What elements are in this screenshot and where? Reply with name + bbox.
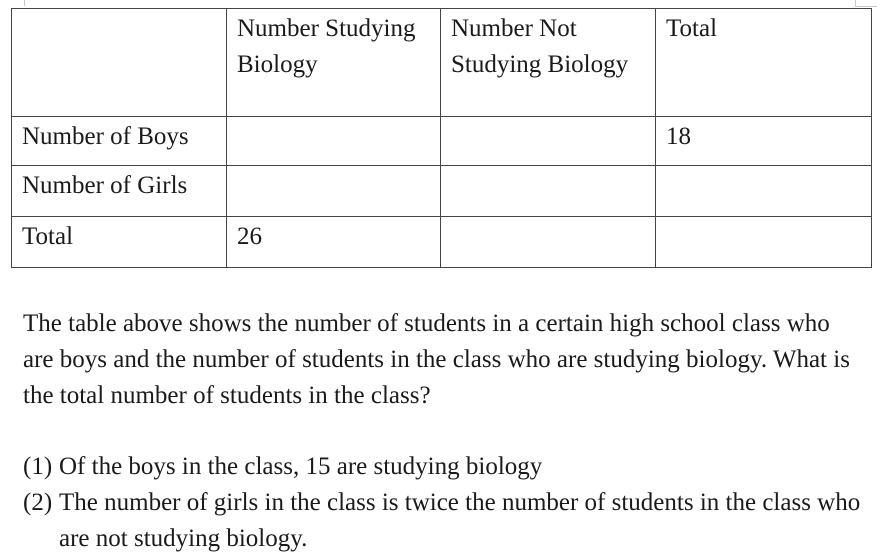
row-label-boys: Number of Boys <box>12 117 227 166</box>
header-cell-total: Total <box>656 9 872 117</box>
row-label-girls: Number of Girls <box>12 166 227 217</box>
statement-2-text: The number of girls in the class is twice the number of students in the class who are not studying biology. <box>59 489 861 552</box>
cell-girls-studying <box>227 166 441 217</box>
cell-boys-not-studying <box>441 117 656 166</box>
table-row-boys <box>12 117 872 166</box>
cell-grand-total <box>656 217 872 268</box>
header-cell-studying: Number Studying Biology <box>227 9 441 117</box>
statement-1 <box>23 449 863 485</box>
statement-2 <box>23 485 863 557</box>
page-margin-mark-line <box>855 6 877 7</box>
statement-1-text: Of the boys in the class, 15 are studying biology <box>59 453 543 480</box>
statement-2-number: (2) <box>23 489 53 516</box>
header-cell-not-studying: Number Not Studying Biology <box>441 9 656 117</box>
two-way-table <box>11 8 872 268</box>
cell-girls-total <box>656 166 872 217</box>
table-row-girls <box>12 166 872 217</box>
page-corner-marks <box>0 0 877 8</box>
statements-list <box>23 449 863 557</box>
cell-girls-not-studying <box>441 166 656 217</box>
cell-total-not-studying <box>441 217 656 268</box>
table-header-row <box>12 9 872 117</box>
header-cell-blank <box>12 9 227 117</box>
cell-boys-total: 18 <box>656 117 872 166</box>
question-text: The table above shows the number of students in a certain high school class who are boys and the number of students in the class who are studying biology. What is the total number of students in the class? <box>23 310 850 409</box>
cell-boys-studying <box>227 117 441 166</box>
page-margin-mark-left <box>24 0 25 6</box>
table-row-total <box>12 217 872 268</box>
row-label-total: Total <box>12 217 227 268</box>
statement-1-number: (1) <box>23 453 53 480</box>
question-text-block <box>23 306 863 414</box>
cell-total-studying: 26 <box>227 217 441 268</box>
